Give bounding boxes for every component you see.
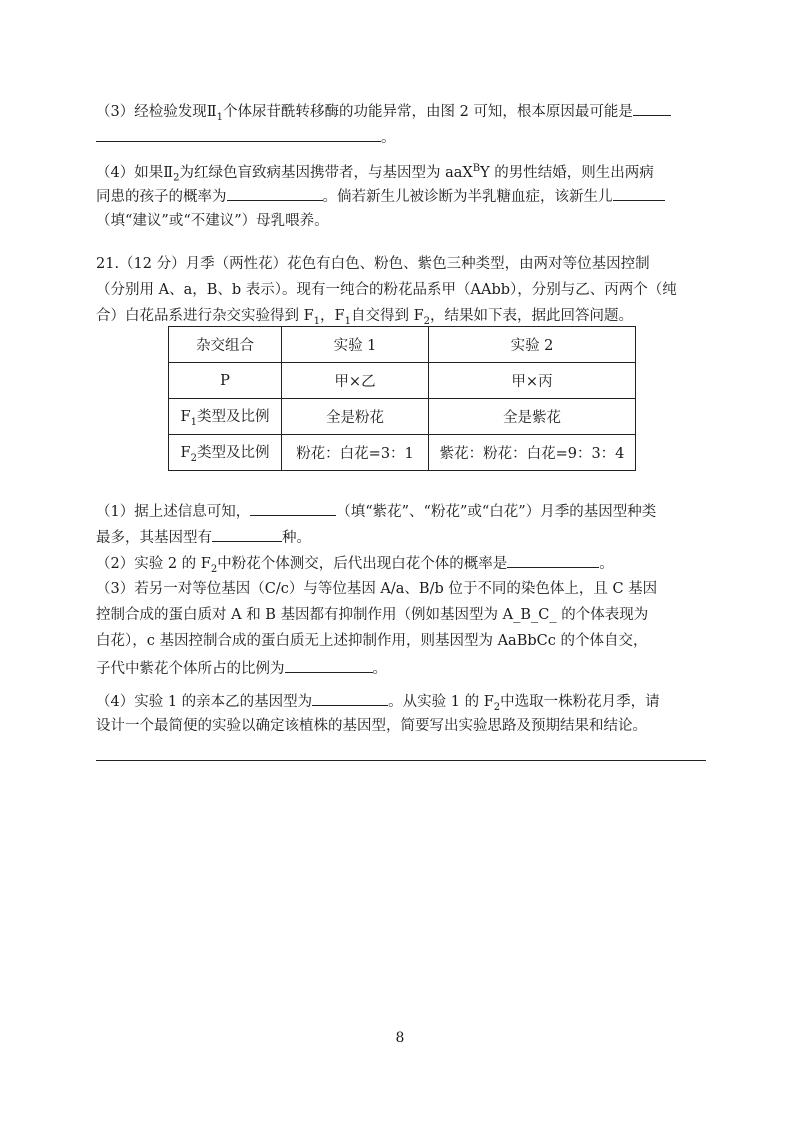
page-number: 8 — [395, 1030, 405, 1046]
text: 。 — [381, 130, 396, 146]
superscript: B — [472, 163, 481, 174]
table-cell: 紫花：粉花：白花=9：3：4 — [429, 435, 636, 471]
table-cell: 甲×乙 — [282, 363, 429, 399]
text: 同患的孩子的概率为 — [96, 189, 227, 205]
text: F — [180, 409, 191, 426]
text: （1）据上述信息可知， — [96, 504, 251, 520]
answer-blank[interactable] — [613, 185, 665, 201]
text: 自交得到 F — [350, 308, 424, 324]
q21-intro-line2 — [96, 280, 706, 300]
text: 。 — [599, 556, 614, 572]
cross-results-table — [168, 326, 636, 471]
text: 合）白花品系进行杂交实验得到 F — [96, 308, 314, 324]
text: （4）实验 1 的亲本乙的基因型为 — [96, 694, 313, 710]
q20-part3-line2 — [96, 126, 706, 148]
text: 中粉花个体测交，后代出现白花个体的概率是 — [217, 556, 508, 572]
text: 设计一个最简便的实验以确定该植株的基因型，简要写出实验思路及预期结果和结论。 — [96, 718, 647, 734]
subscript: 2 — [190, 452, 197, 464]
q21-part2-line1 — [96, 552, 706, 580]
text: （填“建议”或“不建议”）母乳喂养。 — [96, 213, 329, 229]
text: ，F — [320, 308, 345, 324]
subscript: 2 — [173, 172, 180, 184]
subscript: 1 — [190, 416, 197, 428]
text: 类型及比例 — [196, 445, 270, 462]
text: 子代中紫花个体所占的比例为 — [96, 661, 285, 677]
text: 控制合成的蛋白质对 A 和 B 基因都有抑制作用（例如基因型为 A_B_C_ 的个体表现为 — [96, 607, 649, 623]
answer-blank[interactable] — [312, 690, 388, 706]
answer-blank[interactable] — [250, 500, 336, 516]
text: （3）若另一对等位基因（C/c）与等位基因 A/a、B/b 位于不同的染色体上，且 C 基因 — [96, 581, 658, 597]
q20-part3-line1 — [96, 100, 706, 128]
q20-part4-line3 — [96, 211, 706, 231]
subscript: 2 — [493, 701, 501, 713]
subscript: 1 — [344, 315, 351, 327]
text: 个体尿苷酰转移酶的功能异常，由图 2 可知，根本原因最可能是 — [222, 104, 633, 120]
subscript: 2 — [210, 563, 218, 575]
text: （填“紫花”、“粉花”或“白花”）月季的基因型种类 — [336, 504, 657, 520]
text: ，结果如下表，据此回答问题。 — [430, 308, 634, 324]
table-cell: 全是紫花 — [429, 399, 636, 435]
table-header-cell: 实验 1 — [282, 327, 429, 363]
answer-line[interactable] — [96, 760, 706, 761]
table-cell — [169, 399, 282, 435]
q21-part4-line2 — [96, 716, 706, 736]
text: F — [180, 445, 191, 462]
answer-blank[interactable] — [633, 100, 671, 116]
q21-part3-line3 — [96, 631, 706, 651]
q21-part3-line2 — [96, 605, 706, 625]
answer-blank[interactable] — [96, 126, 381, 142]
table-row — [169, 363, 636, 399]
text: 最多，其基因型有 — [96, 530, 212, 546]
text: 为红绿色盲致病基因携带者，与基因型为 aaX — [179, 164, 473, 181]
text: （4）如果Ⅱ — [96, 164, 174, 181]
q21-part3-line1 — [96, 579, 706, 599]
table-cell: P — [169, 363, 282, 399]
table-row — [169, 327, 636, 363]
table-cell: 粉花：白花=3：1 — [282, 435, 429, 471]
table-header-cell: 实验 2 — [429, 327, 636, 363]
q20-part4-line2 — [96, 185, 706, 207]
text: 。倘若新生儿被诊断为半乳糖血症，该新生儿 — [322, 189, 613, 205]
text: 类型及比例 — [196, 409, 270, 426]
text: 21.（12 分）月季（两性花）花色有白色、粉色、紫色三种类型，由两对等位基因控制 — [96, 256, 650, 272]
text: 。 — [372, 661, 387, 677]
text: 种。 — [282, 530, 311, 546]
answer-blank[interactable] — [507, 552, 599, 568]
q21-part1-line2 — [96, 526, 706, 548]
text: （2）实验 2 的 F — [96, 556, 211, 572]
text: 中选取一株粉花月季，请 — [500, 694, 660, 710]
q21-part3-line4 — [96, 657, 706, 679]
text: 白花），c 基因控制合成的蛋白质无上述抑制作用，则基因型为 AaBbCc 的个体自交， — [96, 633, 648, 649]
text: Y 的男性结婚，则生出两病 — [480, 164, 654, 181]
table-header-cell: 杂交组合 — [169, 327, 282, 363]
subscript: 1 — [216, 111, 223, 123]
table-cell: 全是粉花 — [282, 399, 429, 435]
table-cell: 甲×丙 — [429, 363, 636, 399]
text: 。从实验 1 的 F — [388, 694, 494, 710]
answer-blank[interactable] — [212, 526, 282, 542]
answer-blank[interactable] — [285, 657, 373, 673]
q21-intro-line1 — [96, 254, 706, 274]
answer-blank[interactable] — [227, 185, 323, 201]
q21-part1-line1 — [96, 500, 706, 522]
text: （3）经检验发现Ⅱ — [96, 104, 217, 120]
table-cell — [169, 435, 282, 471]
table-row — [169, 435, 636, 471]
text: （分别用 A、a，B、b 表示）。现有一纯合的粉花品系甲（AAbb），分别与乙、丙两个（纯 — [96, 282, 677, 298]
subscript: 1 — [313, 315, 321, 327]
q21-part4-line1 — [96, 690, 706, 718]
subscript: 2 — [423, 315, 431, 327]
table-row — [169, 399, 636, 435]
